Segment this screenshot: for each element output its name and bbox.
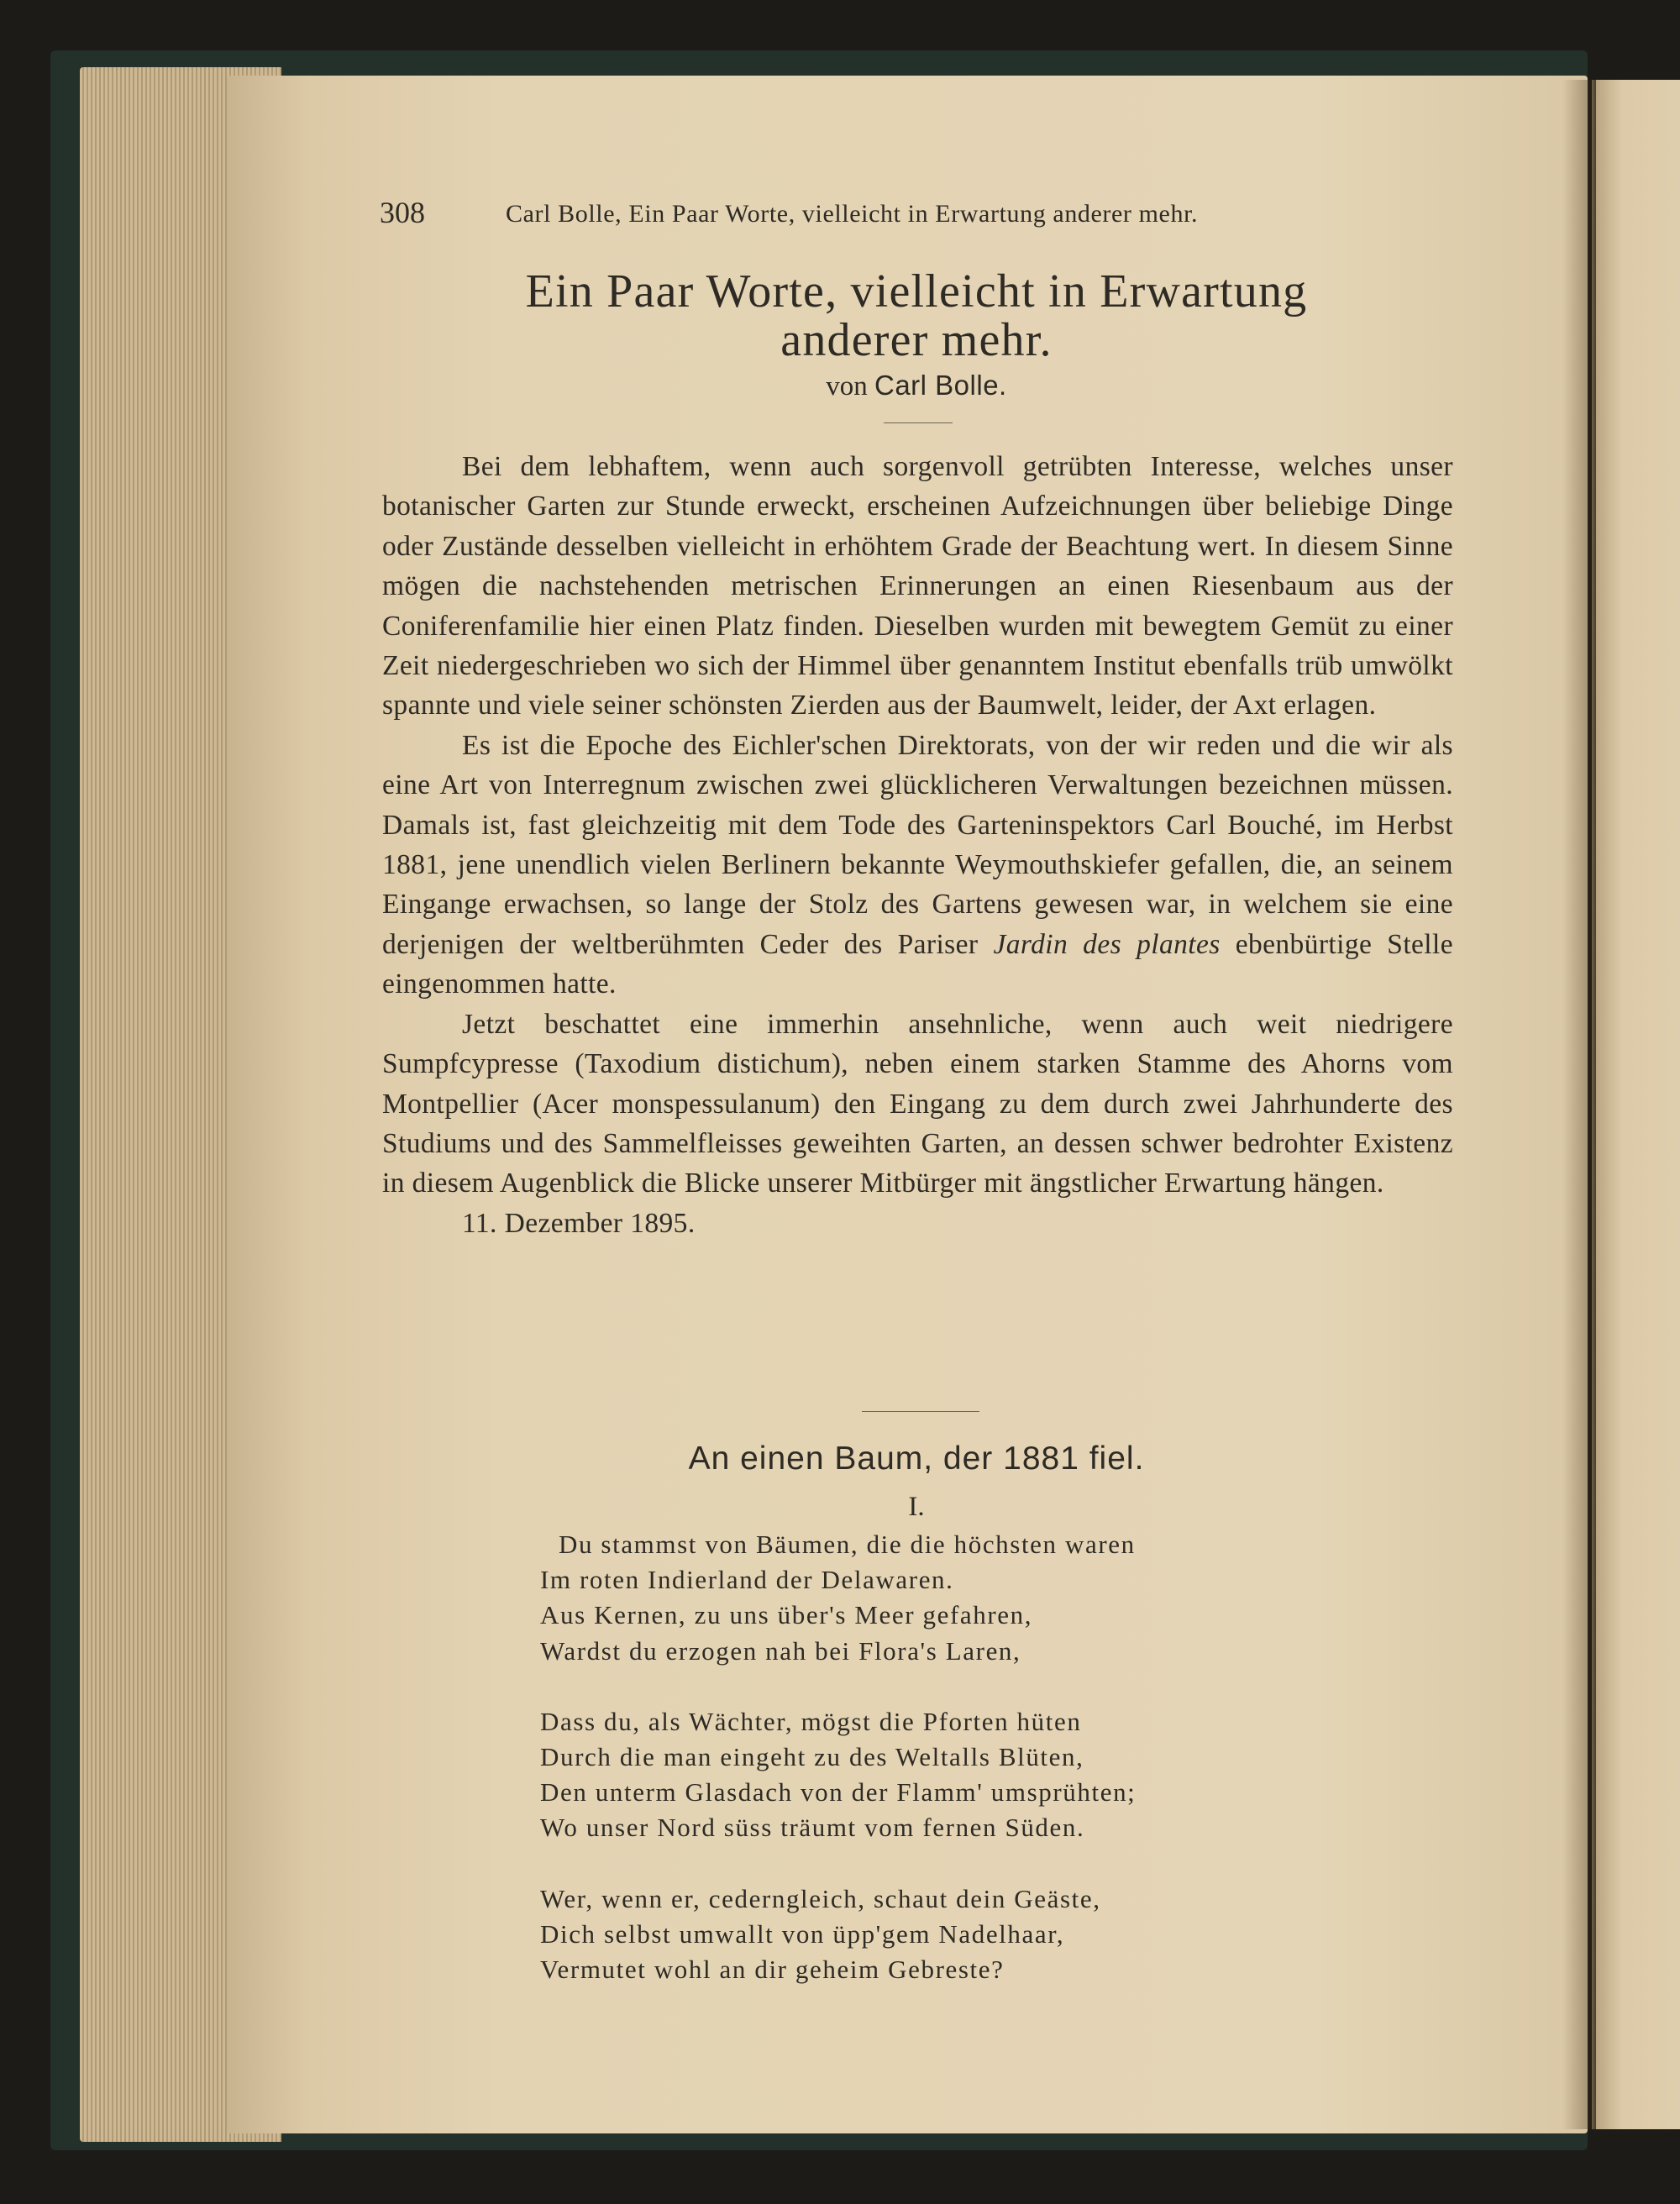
paragraph-2 <box>382 726 1453 1005</box>
stanza-3 <box>540 1881 1136 1988</box>
poem-line: Vermutet wohl an dir geheim Gebreste? <box>540 1955 1005 1985</box>
page-number: 308 <box>380 196 425 229</box>
poem-line: Den unterm Glasdach von der Flamm' umsprühten; <box>540 1777 1137 1808</box>
poem-line: Dass du, als Wächter, mögst die Pforten hüten <box>540 1706 1082 1736</box>
article-title-line-2: anderer mehr. <box>780 314 1053 366</box>
byline-author: Carl Bolle. <box>874 370 1007 401</box>
paragraph-2-text-b: ebenbürtige Stelle eingenommen hatte. <box>382 928 1453 1000</box>
byline <box>380 370 1453 402</box>
poem <box>540 1527 1136 2023</box>
running-title: Carl Bolle, Ein Paar Worte, vielleicht in Erwartung anderer mehr. <box>506 200 1199 228</box>
poem-line: Du stammst von Bäumen, die die höchsten waren <box>559 1530 1136 1559</box>
title-divider <box>884 422 953 423</box>
stanza-2 <box>540 1704 1136 1846</box>
poem-line: Aus Kernen, zu uns über's Meer gefahren, <box>540 1600 1033 1630</box>
paragraph-2-text-a: Es ist die Epoche des Eichler'schen Direktorats, von der wir reden und die wir als eine Art von Interregnum zwischen zwei glücklicheren Verwaltungen bezeichnen müssen. Damals ist, fast gleichzeitig mit dem Tode des Garteninspektors Carl Bouché, im Herbst 1881, jene unendlich vielen Berlinern bekannte Weymouthskiefer gefallen, die, an seinem Eingange erwachsen, so lange der Stolz des Gartens gewesen war, in welchem sie eine derjenigen der weltberühmten Ceder des Pariser <box>382 729 1453 960</box>
article-body <box>382 447 1453 1243</box>
date-line: 11. Dezember 1895. <box>462 1207 696 1239</box>
poem-line: Durch die man eingeht zu des Weltalls Blüten, <box>540 1742 1084 1772</box>
poem-line: Wer, wenn er, cederngleich, schaut dein Geäste, <box>540 1883 1101 1913</box>
paragraph-3: Jetzt beschattet eine immerhin ansehnliche, wenn auch weit niedrigere Sumpfcypresse (Taxodium distichum), neben einem starken Stamme des Ahorns vom Montpellier (Acer monspessulanum) den Eingang zu dem durch zwei Jahrhunderte des Studiums und des Sammelfleisses geweihten Garten, an dessen schwer bedrohter Existenz in diesem Augenblick die Blicke unserer Mitbürger mit ängstlicher Erwartung hängen. <box>382 1008 1453 1199</box>
poem-section-number: I. <box>908 1492 925 1522</box>
poem-divider <box>862 1411 979 1412</box>
facing-page-edge <box>1592 80 1680 2129</box>
poem-line: Wo unser Nord süss träumt vom fernen Süden. <box>540 1813 1085 1843</box>
byline-prefix: von <box>826 371 868 401</box>
poem-title: An einen Baum, der 1881 fiel. <box>688 1440 1145 1477</box>
poem-line: Dich selbst umwallt von üpp'gem Nadelhaar, <box>540 1918 1065 1949</box>
poem-line: Wardst du erzogen nah bei Flora's Laren, <box>540 1635 1021 1666</box>
gutter-shadow <box>1562 80 1596 2129</box>
article-title <box>380 267 1453 365</box>
paragraph-2-italic: Jardin des plantes <box>993 928 1221 960</box>
paragraph-1: Bei dem lebhaftem, wenn auch sorgenvoll getrübten Interesse, welches unser botanischer Garten zur Stunde erweckt, erscheinen Aufzeichnungen über beliebige Dinge oder Zustände desselben vielleicht in erhöhtem Grade der Beachtung wert. In diesem Sinne mögen die nachstehenden metrischen Erinnerungen an einen Riesenbaum aus der Coniferenfamilie hier einen Platz finden. Dieselben wurden mit bewegtem Gemüt zu einer Zeit niedergeschrieben wo sich der Himmel über genanntem Institut ebenfalls trüb umwölkt spannte und viele seiner schönsten Zierden aus der Baumwelt, leider, der Axt erlagen. <box>382 451 1453 722</box>
stanza-1 <box>540 1527 1136 1669</box>
poem-line: Im roten Indierland der Delawaren. <box>540 1565 954 1595</box>
article-title-line-1: Ein Paar Worte, vielleicht in Erwartung <box>525 265 1308 317</box>
